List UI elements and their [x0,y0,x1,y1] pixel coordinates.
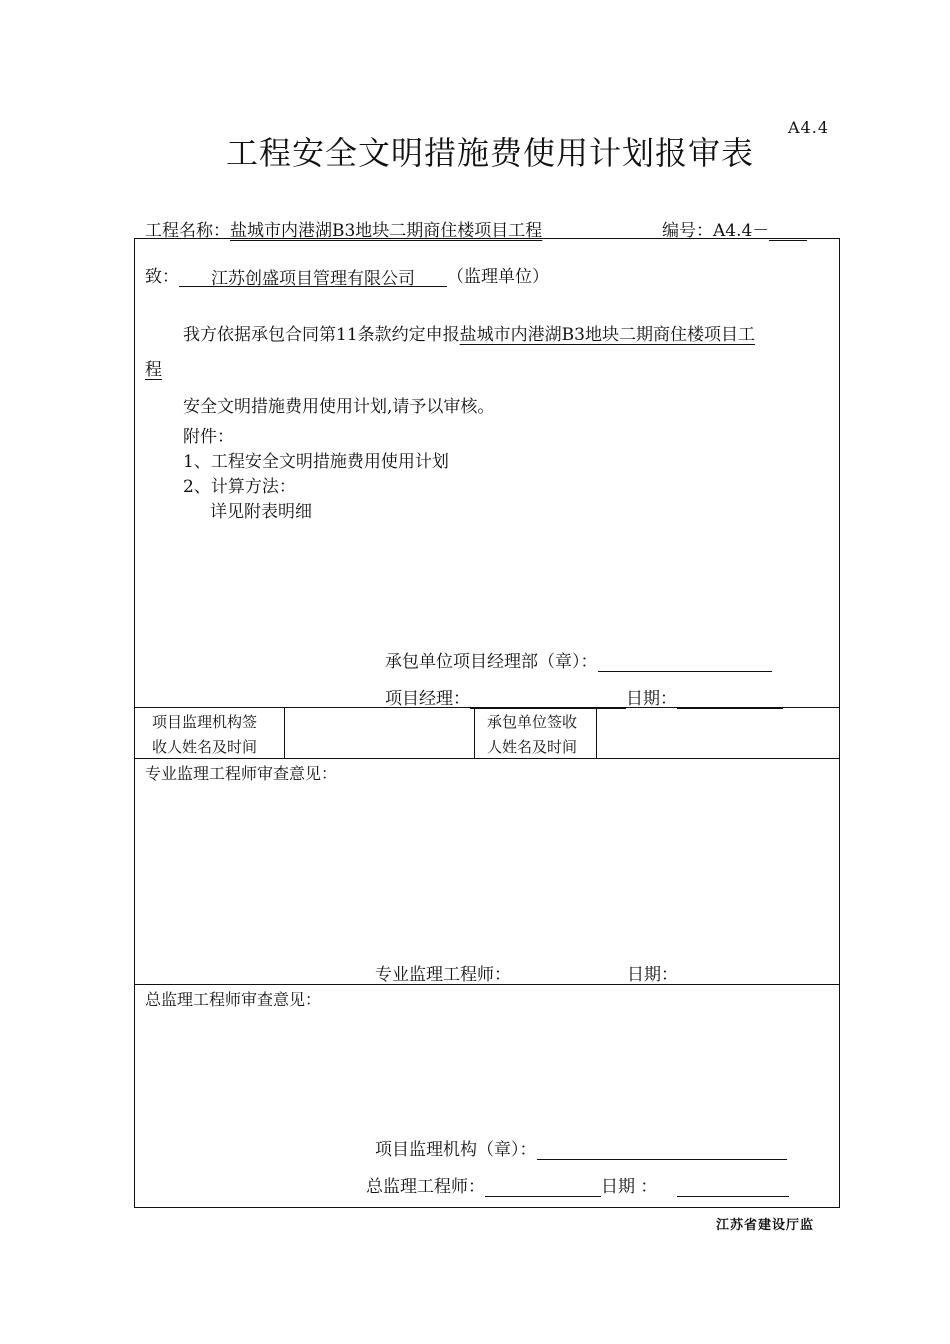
attachment-detail: 详见附表明细 [210,502,312,522]
manager-field[interactable] [470,688,626,709]
body-prefix: 我方依据承包合同第11条款约定申报 [183,325,460,345]
supervisor-sign-field[interactable] [285,708,473,757]
attachment-1: 1、工程安全文明措施费用使用计划 [183,452,449,472]
contractor-date-field[interactable] [677,688,783,709]
engineer-field[interactable] [511,964,609,985]
engineer-label: 专业监理工程师： [375,965,511,985]
company-name: 江苏创盛项目管理有限公司 [211,269,415,289]
engineer-sign-line [375,960,784,985]
attachments-label: 附件： [183,427,234,447]
contractor-dept-label: 承包单位项目经理部（章）： [385,652,598,672]
chief-review-label: 总监理工程师审查意见： [145,990,322,1009]
manager-line [385,684,783,709]
contractor-sign-label-1: 承包单位签收 [487,713,578,731]
footer-text: 江苏省建设厅监 [716,1218,815,1233]
divider [474,707,475,758]
chief-field[interactable] [485,1176,601,1197]
addressee-line [145,262,549,287]
role-label: （监理单位） [447,267,549,287]
project-name-label: 工程名称： [145,221,230,241]
to-label: 致： [145,267,179,287]
divider [134,758,840,759]
page-title: 工程安全文明措施费使用计划报审表 [225,134,754,172]
form-number-label: 编号：A4.4－ [662,221,770,241]
body-line-1 [183,320,755,345]
chief-date-label: 日期 ： [601,1177,658,1197]
contractor-dept-field[interactable] [598,651,772,672]
engineer-date-field[interactable] [678,964,784,985]
contractor-sign-label-2: 人姓名及时间 [487,738,578,756]
supervisor-sign-label-1: 项目监理机构签 [152,713,258,731]
body-line-2: 程 [145,360,162,380]
contractor-date-label: 日期： [626,689,677,709]
org-seal-field[interactable] [537,1139,787,1160]
chief-review-area[interactable] [145,1015,835,1125]
chief-date-field[interactable] [677,1176,789,1197]
supervisor-company[interactable] [179,264,447,287]
chief-sign-line [366,1172,789,1197]
engineer-date-label: 日期： [627,965,678,985]
org-seal-label: 项目监理机构（章）： [375,1140,537,1160]
project-name-value[interactable]: 盐城市内港湖B3地块二期商住楼项目工程 [230,221,543,241]
body-project: 盐城市内港湖B3地块二期商住楼项目工 [459,325,755,345]
attachment-2: 2、计算方法： [183,477,296,497]
body-line-3: 安全文明措施费用使用计划,请予以审核。 [183,397,495,417]
engineer-review-label: 专业监理工程师审查意见： [145,764,338,783]
org-seal-line [375,1135,787,1160]
chief-label: 总监理工程师： [366,1177,485,1197]
manager-label: 项目经理： [385,689,470,709]
form-code: A4.4 [788,118,829,137]
contractor-dept-line [385,647,772,672]
engineer-review-area[interactable] [145,790,835,940]
contractor-sign-field[interactable] [597,708,839,757]
supervisor-sign-label-2: 收人姓名及时间 [152,738,258,756]
